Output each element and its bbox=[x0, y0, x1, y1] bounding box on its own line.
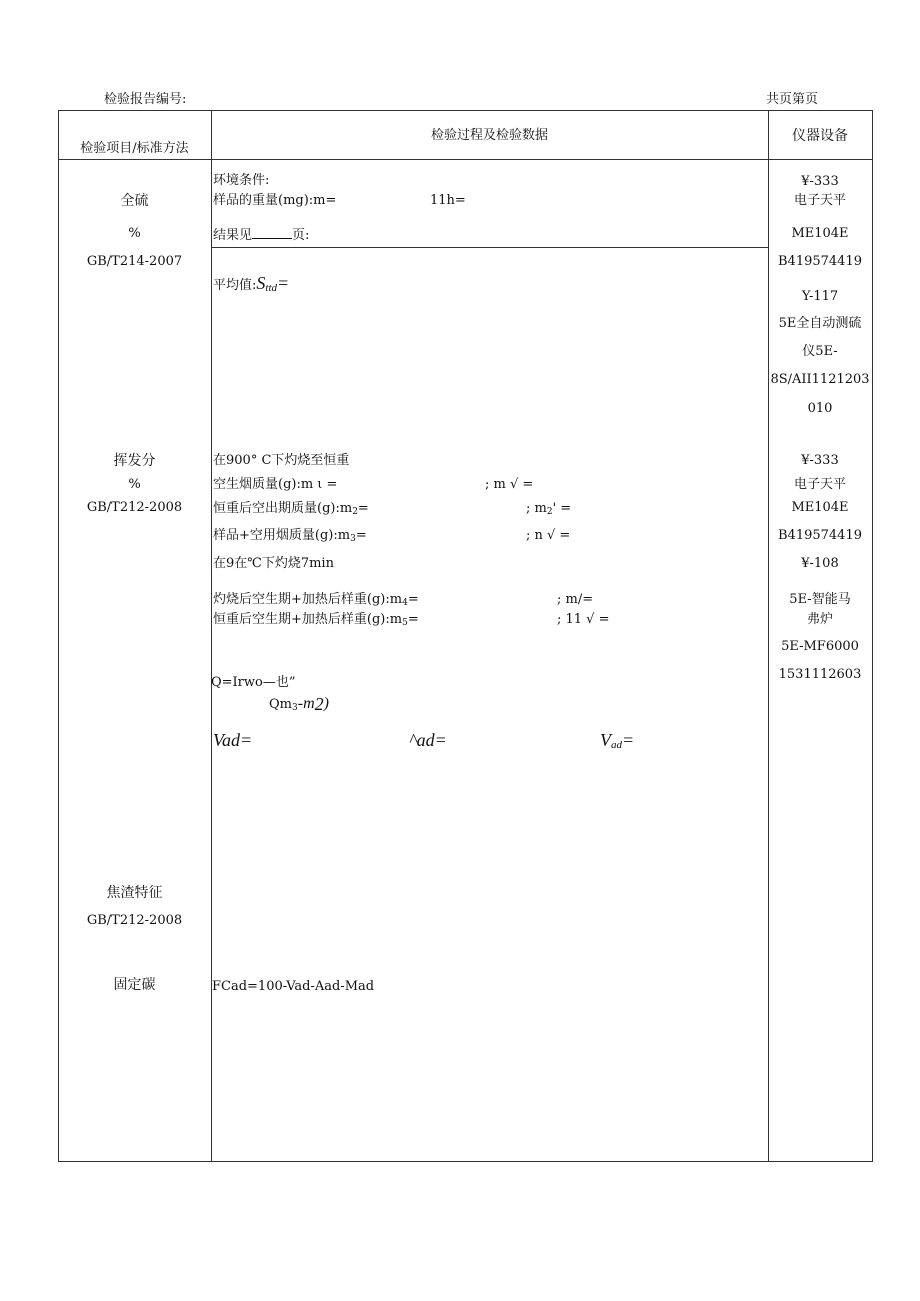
volatile-line-3b-end: ' = bbox=[552, 501, 572, 516]
volatile-formula-2-text: Qm bbox=[269, 697, 292, 712]
volatile-line-6a bbox=[213, 592, 419, 611]
volatile-formula-line-2 bbox=[269, 696, 329, 716]
sulfur-equipment-line: ME104E bbox=[791, 226, 849, 241]
volatile-result-vad: Vad= bbox=[213, 730, 253, 750]
volatile-formula-2-sub2: 2 bbox=[314, 694, 324, 714]
volatile-line-7b: ; 11 √ = bbox=[557, 612, 610, 627]
sulfur-equipment-line: 010 bbox=[807, 401, 833, 416]
col-header-process: 检验过程及检验数据 bbox=[430, 128, 548, 143]
sulfur-equipment-line: 电子天平 bbox=[793, 193, 846, 208]
volatile-line-6a-end: = bbox=[407, 592, 419, 607]
volatile-line-5: 在9在℃下灼烧7min bbox=[213, 556, 334, 571]
volatile-equipment-line: 弗炉 bbox=[806, 612, 833, 627]
report-number-label: 检验报告编号: bbox=[104, 92, 187, 107]
sulfur-equipment-line: B419574419 bbox=[778, 254, 862, 269]
volatile-line-1: 在900° C下灼烧至恒重 bbox=[213, 453, 350, 468]
volatile-equipment-line: ME104E bbox=[791, 500, 849, 515]
volatile-unit: % bbox=[128, 477, 141, 492]
sulfur-equipment-line: 5E全自动测硫 bbox=[778, 316, 862, 331]
volatile-result-vad-2 bbox=[600, 730, 634, 755]
volatile-line-7a-sub: 5 bbox=[402, 618, 408, 628]
sulfur-unit: % bbox=[128, 226, 141, 241]
sulfur-standard: GB/T214-2007 bbox=[86, 254, 183, 269]
sulfur-result-prefix: 结果见 bbox=[213, 228, 253, 243]
fixed-carbon-formula: FCad=100-Vad-Aad-Mad bbox=[212, 979, 375, 994]
volatile-name: 挥发分 bbox=[113, 453, 156, 469]
volatile-equipment-line: 电子天平 bbox=[793, 477, 846, 492]
volatile-result-c-text: V bbox=[600, 730, 611, 750]
volatile-formula-2-close: ) bbox=[323, 695, 329, 712]
sulfur-average-eq: = bbox=[277, 273, 290, 293]
volatile-line-6a-text: 灼烧后空生期+加热后样重(g):m bbox=[213, 592, 403, 607]
volatile-line-6a-sub: 4 bbox=[402, 598, 408, 608]
sulfur-equipment-line: 仪5E- bbox=[802, 344, 838, 359]
volatile-line-4a-text: 样品+空用烟质量(g):m bbox=[213, 528, 351, 543]
volatile-result-aad: ^ad= bbox=[409, 730, 447, 750]
volatile-result-c-end: = bbox=[622, 730, 635, 750]
volatile-line-4b: ; n √ = bbox=[526, 528, 571, 543]
volatile-formula-2-end: -m bbox=[297, 695, 315, 712]
sulfur-mass-label: 样品的重量(mg):m= bbox=[213, 193, 337, 208]
volatile-line-2a: 空生烟质量(g):m ι = bbox=[213, 477, 338, 492]
volatile-line-6b: ; m/= bbox=[557, 592, 594, 607]
volatile-line-4a-end: = bbox=[355, 528, 367, 543]
volatile-line-7a-end: = bbox=[407, 612, 419, 627]
col-header-item: 检验项目/标准方法 bbox=[80, 141, 189, 156]
volatile-formula-line-1: Q=Irwo—也” bbox=[211, 675, 296, 690]
volatile-line-3a bbox=[213, 501, 369, 520]
volatile-line-3a-end: = bbox=[357, 501, 369, 516]
sulfur-result-ref bbox=[213, 226, 309, 244]
volatile-line-3a-sub: 2 bbox=[352, 507, 358, 517]
volatile-formula-2-sub: 3 bbox=[292, 703, 298, 713]
volatile-line-7a-text: 恒重后空生期+加热后样重(g):m bbox=[213, 612, 403, 627]
page-info: 共页第页 bbox=[766, 92, 819, 107]
sulfur-mass-label-2: 11h= bbox=[430, 193, 466, 208]
sulfur-average-sub: ttd bbox=[265, 282, 278, 294]
sulfur-result-suffix: 页: bbox=[292, 228, 310, 243]
sulfur-average bbox=[213, 275, 289, 296]
col-header-equipment: 仪器设备 bbox=[792, 128, 848, 144]
volatile-equipment-line: ¥-333 bbox=[801, 453, 839, 468]
volatile-line-7a bbox=[213, 612, 419, 631]
volatile-line-3b bbox=[526, 501, 571, 520]
volatile-line-3b-sub: 2 bbox=[546, 507, 553, 517]
coke-name: 焦渣特征 bbox=[106, 885, 163, 901]
volatile-result-c-sub: ad bbox=[611, 739, 622, 751]
sulfur-average-label: 平均值: bbox=[213, 278, 257, 293]
fixed-carbon-name: 固定碳 bbox=[113, 977, 156, 993]
sulfur-equipment-line: 8S/AII1121203 bbox=[770, 372, 870, 387]
volatile-line-4a-sub: 3 bbox=[350, 534, 356, 544]
volatile-line-3b-text: ; m bbox=[526, 501, 547, 516]
coke-standard: GB/T212-2008 bbox=[86, 913, 183, 928]
volatile-equipment-line: 5E-MF6000 bbox=[781, 639, 859, 654]
volatile-equipment-line: ¥-108 bbox=[801, 556, 839, 571]
sulfur-env-label: 环境条件: bbox=[213, 173, 270, 188]
volatile-line-2b: ; m √ = bbox=[485, 477, 534, 492]
sulfur-average-symbol: S bbox=[256, 273, 266, 293]
volatile-equipment-line: 1531112603 bbox=[778, 667, 862, 682]
volatile-line-3a-text: 恒重后空出期质量(g):m bbox=[213, 501, 353, 516]
volatile-equipment-line: 5E-智能马 bbox=[789, 592, 851, 607]
volatile-standard: GB/T212-2008 bbox=[86, 500, 183, 515]
sulfur-equipment-line: Y-117 bbox=[801, 289, 839, 304]
sulfur-name: 全硫 bbox=[120, 193, 149, 209]
volatile-line-4a bbox=[213, 528, 367, 547]
volatile-equipment-line: B419574419 bbox=[778, 528, 862, 543]
sulfur-equipment-line: ¥-333 bbox=[801, 174, 839, 189]
sulfur-result-blank[interactable] bbox=[252, 226, 292, 239]
